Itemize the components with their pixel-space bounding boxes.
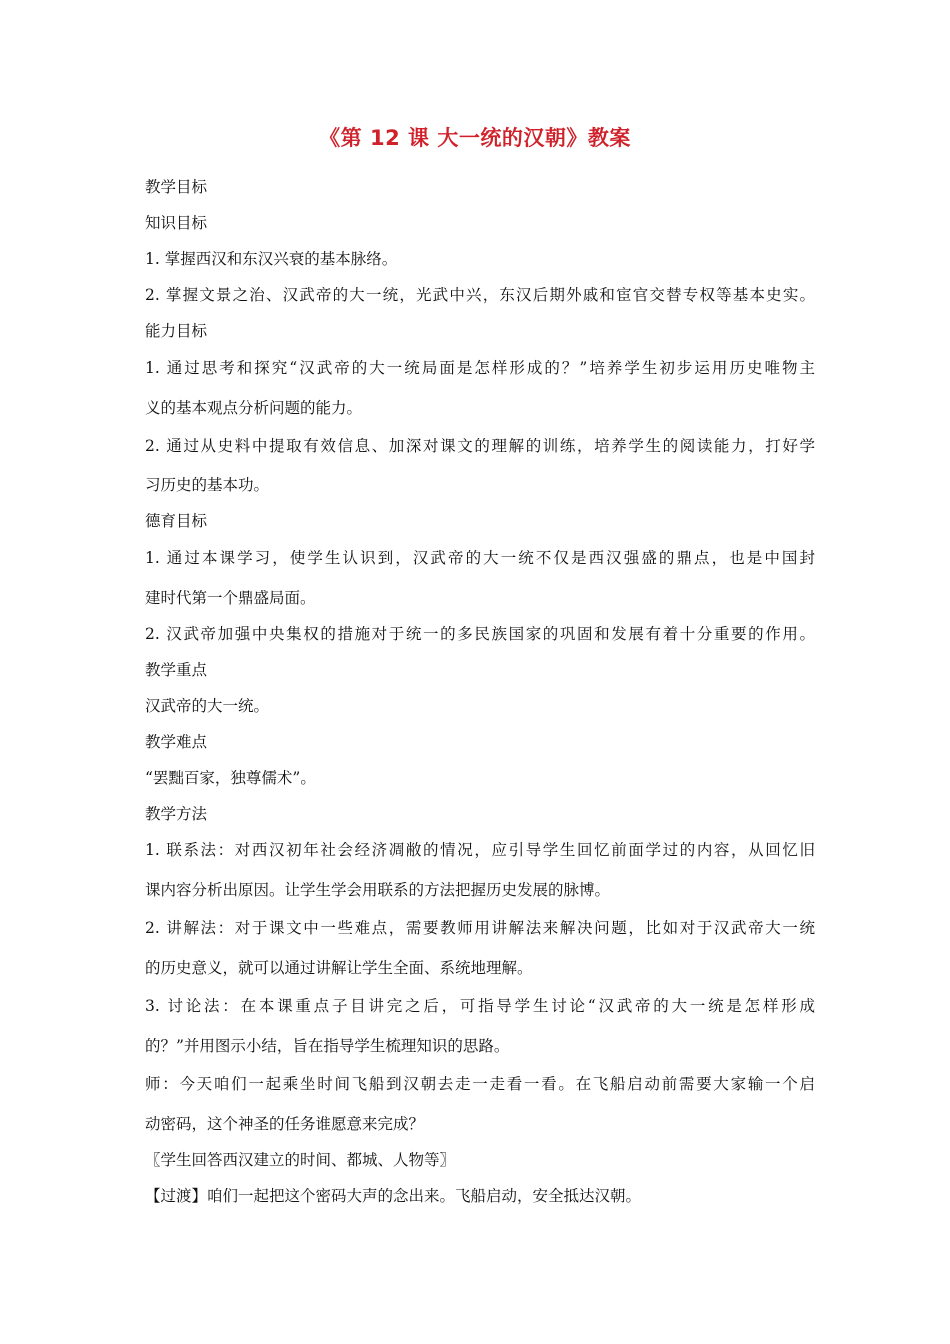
paragraph-line: 习历史的基本功。 (145, 476, 270, 494)
heading-teaching-difficulty: 教学难点 (145, 733, 208, 751)
paragraph-line: 建时代第一个鼎盛局面。 (145, 589, 316, 607)
paragraph-line: 〖学生回答西汉建立的时间、都城、人物等〗 (145, 1151, 456, 1169)
heading-teaching-methods: 教学方法 (145, 805, 208, 823)
paragraph-line: 2. 汉武帝加强中央集权的措施对于统一的多民族国家的巩固和发展有着十分重要的作用。 (145, 625, 815, 643)
heading-moral-goals: 德育目标 (145, 512, 208, 530)
paragraph-line: 1. 联系法：对西汉初年社会经济凋敝的情况，应引导学生回忆前面学过的内容，从回忆旧 (145, 841, 815, 859)
paragraph-line: 课内容分析出原因。让学生学会用联系的方法把握历史发展的脉博。 (145, 881, 611, 899)
paragraph-line: 汉武帝的大一统。 (145, 697, 270, 715)
paragraph-line: 动密码，这个神圣的任务谁愿意来完成？ (145, 1115, 425, 1133)
document-title: 《第 12 课 大一统的汉朝》教案 (319, 126, 631, 150)
heading-teaching-goals: 教学目标 (145, 178, 208, 196)
heading-ability-goals: 能力目标 (145, 322, 208, 340)
paragraph-line: 2. 通过从史料中提取有效信息、加深对课文的理解的训练，培养学生的阅读能力，打好学 (145, 437, 815, 455)
heading-teaching-focus: 教学重点 (145, 661, 208, 679)
paragraph-line: “罢黜百家，独尊儒术”。 (145, 769, 316, 787)
paragraph-line: 师：今天咱们一起乘坐时间飞船到汉朝去走一走看一看。在飞船启动前需要大家输一个启 (145, 1075, 815, 1093)
paragraph-line: 的？”并用图示小结，旨在指导学生梳理知识的思路。 (145, 1037, 510, 1055)
heading-knowledge-goals: 知识目标 (145, 214, 208, 232)
paragraph-line: 2. 讲解法：对于课文中一些难点，需要教师用讲解法来解决问题，比如对于汉武帝大一统 (145, 919, 815, 937)
paragraph-line: 2. 掌握文景之治、汉武帝的大一统，光武中兴，东汉后期外戚和宦官交替专权等基本史实。 (145, 286, 815, 304)
paragraph-line: 3. 讨论法：在本课重点子目讲完之后，可指导学生讨论“汉武帝的大一统是怎样形成 (145, 997, 815, 1015)
paragraph-line: 的历史意义，就可以通过讲解让学生全面、系统地理解。 (145, 959, 533, 977)
paragraph-line: 义的基本观点分析问题的能力。 (145, 399, 363, 417)
paragraph-line: 1. 掌握西汉和东汉兴衰的基本脉络。 (145, 250, 398, 268)
paragraph-line: 1. 通过思考和探究“汉武帝的大一统局面是怎样形成的？”培养学生初步运用历史唯物主 (145, 359, 815, 377)
paragraph-line: 1. 通过本课学习，使学生认识到，汉武帝的大一统不仅是西汉强盛的鼎点，也是中国封 (145, 549, 815, 567)
paragraph-line: 【过渡】咱们一起把这个密码大声的念出来。飞船启动，安全抵达汉朝。 (145, 1187, 642, 1205)
